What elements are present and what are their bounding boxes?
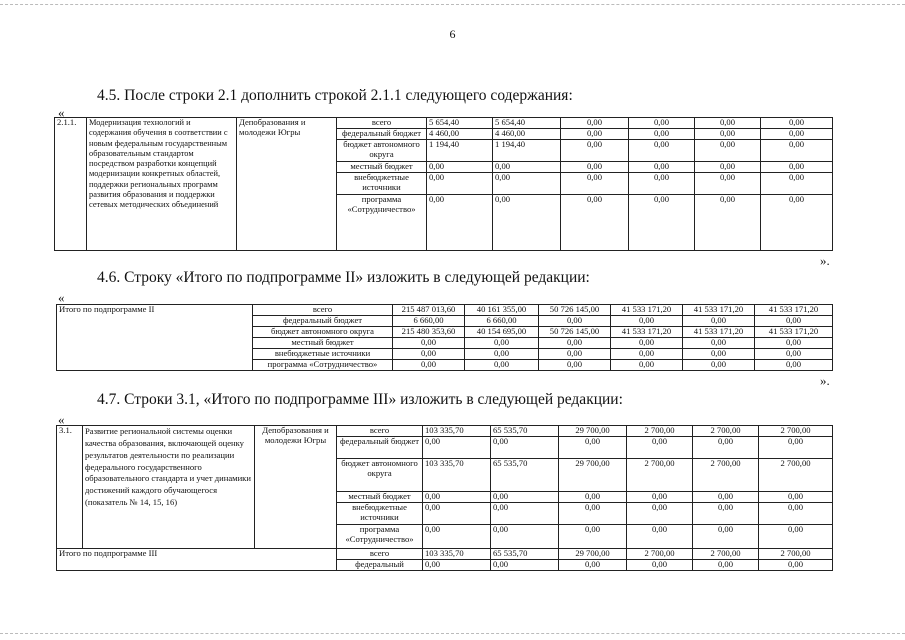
source-cell: всего	[337, 426, 423, 437]
value-cell: 6 660,00	[465, 316, 539, 327]
source-cell: бюджет автономного округа	[337, 459, 423, 492]
value-cell: 0,00	[611, 360, 683, 371]
source-cell: местный бюджет	[253, 338, 393, 349]
value-cell: 50 726 145,00	[539, 305, 611, 316]
value-cell: 0,00	[561, 129, 629, 140]
rows-4-7	[57, 426, 833, 571]
value-cell: 0,00	[629, 162, 695, 173]
value-cell: 0,00	[611, 316, 683, 327]
value-cell: 0,00	[423, 560, 491, 571]
value-cell: 0,00	[755, 360, 833, 371]
value-cell: 41 533 171,20	[755, 305, 833, 316]
value-cell: 0,00	[491, 525, 559, 549]
open-quote: «	[58, 105, 65, 120]
value-cell: 0,00	[761, 173, 833, 195]
value-cell: 0,00	[561, 195, 629, 251]
value-cell: 0,00	[559, 503, 627, 525]
value-cell: 0,00	[695, 173, 761, 195]
value-cell: 0,00	[761, 140, 833, 162]
value-cell: 0,00	[561, 118, 629, 129]
value-cell: 0,00	[629, 118, 695, 129]
value-cell: 4 460,00	[493, 129, 561, 140]
value-cell: 0,00	[759, 437, 833, 459]
value-cell: 65 535,70	[491, 549, 559, 560]
value-cell: 0,00	[627, 492, 693, 503]
source-cell: бюджет автономного округа	[253, 327, 393, 338]
value-cell: 0,00	[695, 129, 761, 140]
source-cell: внебюджетные источники	[253, 349, 393, 360]
row-name: Модернизация технологий и содержания обучения в соответствии с новым федеральным государственным образовательным стандартом посредством разработки концепций модернизации конкретных областей, поддержки региональных программ развития образования и поддержки сетевых методических объединений	[87, 118, 237, 251]
page-number: 6	[449, 27, 456, 41]
value-cell: 2 700,00	[759, 426, 833, 437]
value-cell: 0,00	[683, 349, 755, 360]
source-cell: местный бюджет	[337, 492, 423, 503]
value-cell: 0,00	[559, 525, 627, 549]
value-cell: 0,00	[755, 316, 833, 327]
value-cell: 0,00	[627, 503, 693, 525]
row-number: 2.1.1.	[55, 118, 87, 251]
source-cell: федеральный бюджет	[253, 316, 393, 327]
value-cell: 0,00	[683, 316, 755, 327]
source-cell: программа «Сотрудничество»	[253, 360, 393, 371]
value-cell: 0,00	[427, 173, 493, 195]
table-section-4-5	[54, 117, 833, 251]
value-cell: 103 335,70	[423, 549, 491, 560]
value-cell: 0,00	[761, 162, 833, 173]
value-cell: 0,00	[627, 560, 693, 571]
value-cell: 0,00	[693, 560, 759, 571]
source-cell: местный бюджет	[337, 162, 427, 173]
total-name: Итого по подпрограмме III	[57, 549, 337, 571]
value-cell: 0,00	[427, 195, 493, 251]
source-cell: федеральный бюджет	[337, 129, 427, 140]
value-cell: 0,00	[611, 338, 683, 349]
value-cell: 0,00	[629, 195, 695, 251]
value-cell: 0,00	[693, 503, 759, 525]
row-name: Развитие региональной системы оценки качества образования, включающей оценку результатов деятельности по реализации федерального государственного образовательного стандарта и учет динамики достижений каждого обучающегося (показатель № 14, 15, 16)	[83, 426, 255, 549]
value-cell: 2 700,00	[693, 459, 759, 492]
value-cell: 0,00	[755, 349, 833, 360]
value-cell: 215 487 013,60	[393, 305, 465, 316]
row-number: 3.1.	[57, 426, 83, 549]
value-cell: 0,00	[611, 349, 683, 360]
value-cell: 0,00	[695, 140, 761, 162]
value-cell: 0,00	[493, 162, 561, 173]
source-cell: внебюджетные источники	[337, 173, 427, 195]
value-cell: 0,00	[493, 173, 561, 195]
source-cell: всего	[253, 305, 393, 316]
value-cell: 0,00	[693, 525, 759, 549]
value-cell: 0,00	[491, 503, 559, 525]
value-cell: 4 460,00	[427, 129, 493, 140]
value-cell: 2 700,00	[627, 459, 693, 492]
value-cell: 0,00	[629, 140, 695, 162]
value-cell: 0,00	[683, 360, 755, 371]
scan-edge-top	[0, 4, 905, 6]
section-heading-4-7: 4.7. Строки 3.1, «Итого по подпрограмме III» изложить в следующей редакции:	[97, 391, 623, 408]
value-cell: 41 533 171,20	[611, 305, 683, 316]
value-cell: 0,00	[761, 195, 833, 251]
value-cell: 0,00	[755, 338, 833, 349]
value-cell: 5 654,40	[493, 118, 561, 129]
close-quote: ».	[820, 373, 830, 388]
total-name: Итого по подпрограмме II	[57, 305, 253, 371]
source-cell: программа «Сотрудничество»	[337, 525, 423, 549]
value-cell: 0,00	[465, 338, 539, 349]
value-cell: 41 533 171,20	[683, 305, 755, 316]
section-heading-4-6: 4.6. Строку «Итого по подпрограмме II» изложить в следующей редакции:	[97, 269, 590, 286]
value-cell: 0,00	[561, 162, 629, 173]
value-cell: 0,00	[561, 173, 629, 195]
value-cell: 0,00	[423, 503, 491, 525]
value-cell: 2 700,00	[693, 549, 759, 560]
rows-4-6	[57, 305, 833, 371]
value-cell: 0,00	[561, 140, 629, 162]
value-cell: 103 335,70	[423, 426, 491, 437]
value-cell: 41 533 171,20	[611, 327, 683, 338]
value-cell: 0,00	[539, 316, 611, 327]
table-section-4-6	[56, 304, 833, 371]
value-cell: 1 194,40	[493, 140, 561, 162]
table-section-4-7	[56, 425, 833, 571]
value-cell: 103 335,70	[423, 459, 491, 492]
value-cell: 0,00	[393, 360, 465, 371]
value-cell: 2 700,00	[693, 426, 759, 437]
value-cell: 41 533 171,20	[683, 327, 755, 338]
value-cell: 0,00	[627, 525, 693, 549]
value-cell: 0,00	[539, 349, 611, 360]
source-cell: федеральный бюджет	[337, 437, 423, 459]
value-cell: 0,00	[393, 338, 465, 349]
value-cell: 0,00	[539, 338, 611, 349]
value-cell: 29 700,00	[559, 549, 627, 560]
value-cell: 0,00	[423, 492, 491, 503]
value-cell: 2 700,00	[627, 549, 693, 560]
value-cell: 0,00	[491, 437, 559, 459]
close-quote: ».	[820, 253, 830, 268]
value-cell: 0,00	[759, 503, 833, 525]
value-cell: 50 726 145,00	[539, 327, 611, 338]
value-cell: 2 700,00	[759, 459, 833, 492]
value-cell: 0,00	[427, 162, 493, 173]
value-cell: 0,00	[759, 492, 833, 503]
value-cell: 0,00	[559, 437, 627, 459]
source-cell: программа «Сотрудничество»	[337, 195, 427, 251]
value-cell: 2 700,00	[759, 549, 833, 560]
value-cell: 0,00	[693, 492, 759, 503]
value-cell: 6 660,00	[393, 316, 465, 327]
value-cell: 5 654,40	[427, 118, 493, 129]
value-cell: 0,00	[693, 437, 759, 459]
value-cell: 0,00	[559, 492, 627, 503]
value-cell: 0,00	[695, 118, 761, 129]
value-cell: 29 700,00	[559, 459, 627, 492]
value-cell: 0,00	[491, 560, 559, 571]
value-cell: 0,00	[559, 560, 627, 571]
value-cell: 0,00	[423, 525, 491, 549]
value-cell: 0,00	[423, 437, 491, 459]
value-cell: 40 154 695,00	[465, 327, 539, 338]
value-cell: 0,00	[695, 195, 761, 251]
open-quote: «	[58, 412, 65, 427]
value-cell: 0,00	[629, 173, 695, 195]
value-cell: 0,00	[761, 129, 833, 140]
scan-edge-bottom	[0, 633, 905, 635]
value-cell: 0,00	[629, 129, 695, 140]
rows-4-5	[55, 118, 833, 251]
source-cell: внебюджетные источники	[337, 503, 423, 525]
value-cell: 29 700,00	[559, 426, 627, 437]
source-cell: всего	[337, 118, 427, 129]
value-cell: 40 161 355,00	[465, 305, 539, 316]
value-cell: 0,00	[759, 560, 833, 571]
row-executor: Депобразования и молодежи Югры	[255, 426, 337, 549]
source-cell: бюджет автономного округа	[337, 140, 427, 162]
value-cell: 65 535,70	[491, 426, 559, 437]
value-cell: 0,00	[627, 437, 693, 459]
value-cell: 0,00	[761, 118, 833, 129]
value-cell: 0,00	[465, 360, 539, 371]
value-cell: 0,00	[683, 338, 755, 349]
value-cell: 65 535,70	[491, 459, 559, 492]
value-cell: 0,00	[491, 492, 559, 503]
value-cell: 0,00	[393, 349, 465, 360]
row-executor: Депобразования и молодежи Югры	[237, 118, 337, 251]
value-cell: 41 533 171,20	[755, 327, 833, 338]
source-cell: федеральный	[337, 560, 423, 571]
value-cell: 215 480 353,60	[393, 327, 465, 338]
value-cell: 0,00	[493, 195, 561, 251]
section-heading-4-5: 4.5. После строки 2.1 дополнить строкой 2.1.1 следующего содержания:	[97, 87, 573, 104]
value-cell: 0,00	[539, 360, 611, 371]
value-cell: 0,00	[759, 525, 833, 549]
value-cell: 2 700,00	[627, 426, 693, 437]
value-cell: 0,00	[465, 349, 539, 360]
source-cell: всего	[337, 549, 423, 560]
value-cell: 0,00	[695, 162, 761, 173]
value-cell: 1 194,40	[427, 140, 493, 162]
open-quote: «	[58, 290, 65, 305]
